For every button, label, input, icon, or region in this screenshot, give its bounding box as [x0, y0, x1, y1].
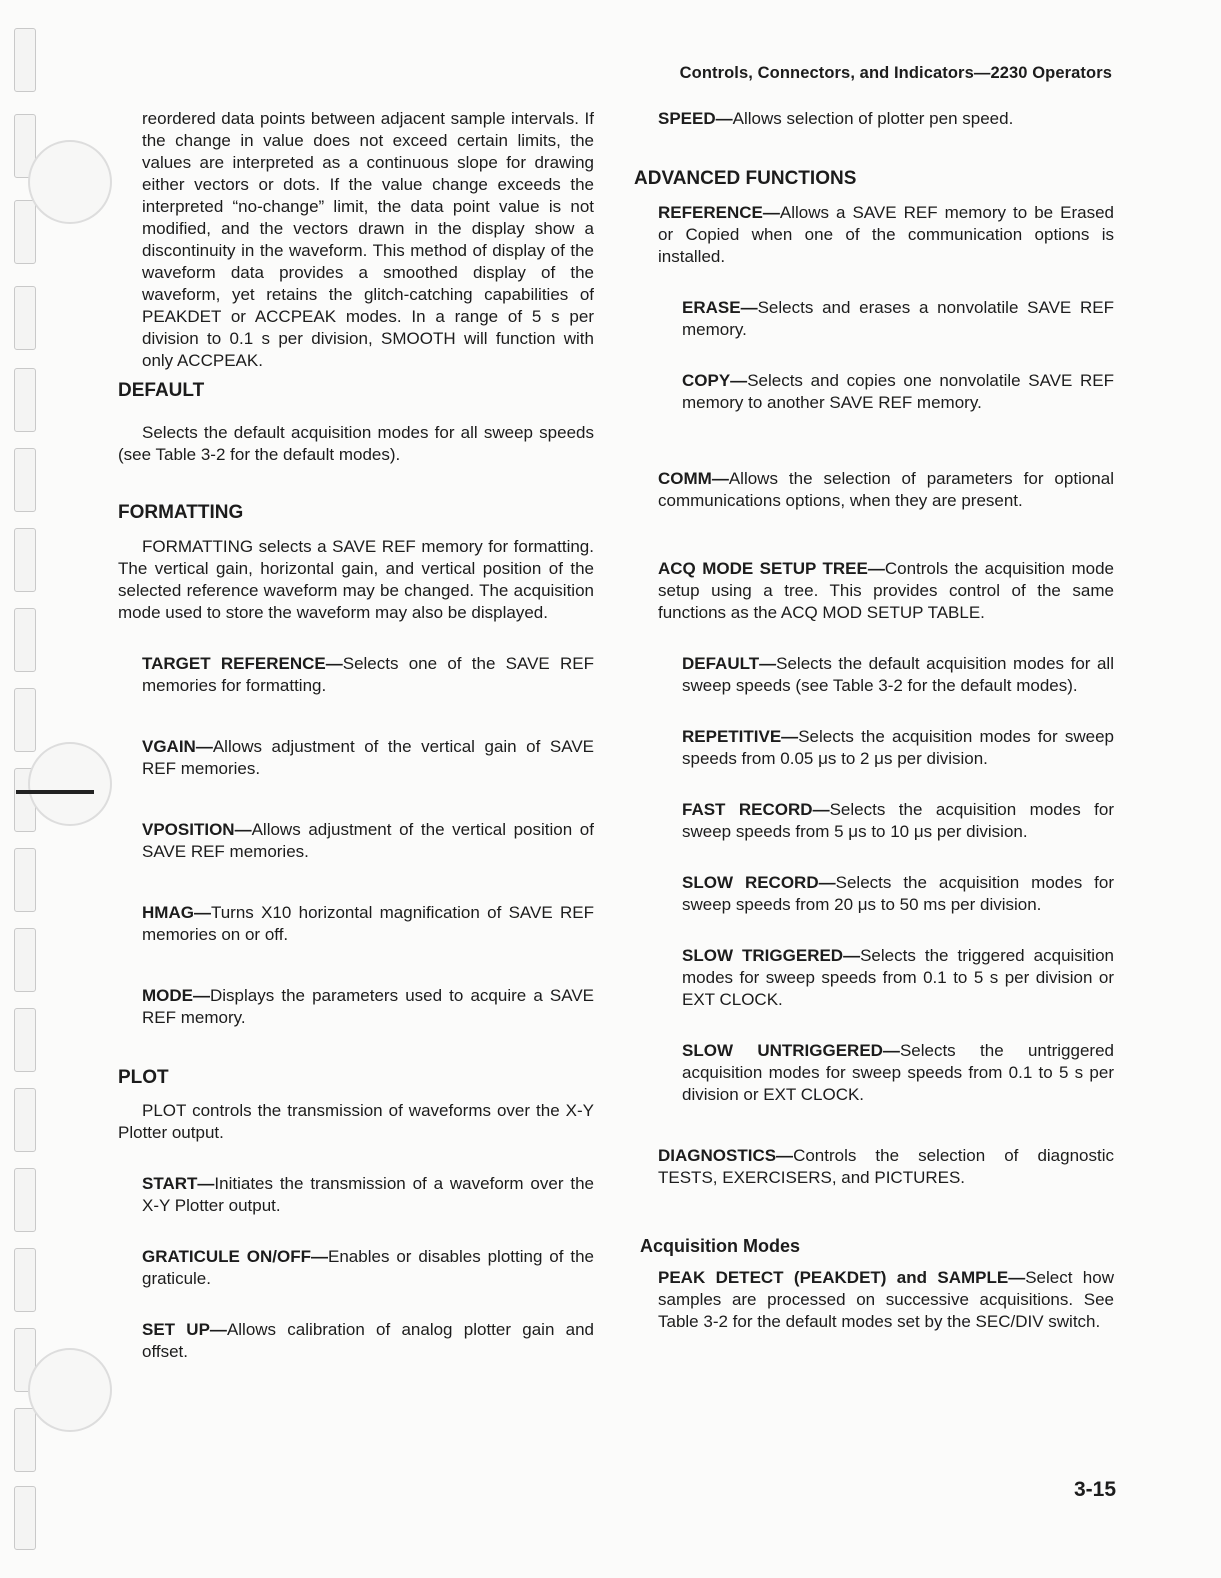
- definition: Allows adjustment of the vertical gain of SAVE REF memories.: [142, 737, 594, 778]
- binder-slot: [14, 1168, 36, 1232]
- definition: Selects the acquisition modes for sweep speeds from 20 μs to 50 ms per division.: [682, 873, 1115, 914]
- binder-slot: [14, 1408, 36, 1472]
- binder-slot: [14, 1088, 36, 1152]
- term: REFERENCE—: [658, 203, 780, 222]
- left-column: [118, 108, 594, 1363]
- term: START—: [142, 1174, 215, 1193]
- definition: Allows a SAVE REF memory to be Erased or Copied when one of the communication options is installed.: [658, 203, 1114, 266]
- definition: Controls the selection of diagnostic TESTS, EXERCISERS, and PICTURES.: [658, 1146, 1114, 1187]
- definition: Controls the acquisition mode setup using a tree. This provides control of the same functions as the ACQ MOD SETUP TABLE.: [658, 559, 1114, 622]
- running-head: Controls, Connectors, and Indicators—2230 Operators: [679, 64, 1112, 82]
- smooth-continuation: reordered data points between adjacent sample intervals. If the change in value does not exceed certain limits, the values are interpreted as a continuous slope for drawing either vectors or dots. If the value change exceeds the interpreted “no-change” limit, the data point value is not modified, and the vectors drawn in the display show a discontinuity in the waveform. This method of display of the waveform data provides a smoothed display of the waveform, yet retains the glitch-catching capabilities of PEAKDET or ACCPEAK modes. In a range of 5 s per division to 0.1 s per division, SMOOTH will function with only ACCPEAK.: [142, 109, 594, 370]
- punch-hole: [28, 1348, 112, 1432]
- item-set-up: [142, 1319, 594, 1363]
- binder-slot: [14, 200, 36, 264]
- term: TARGET REFERENCE—: [142, 654, 343, 673]
- punch-hole: [28, 140, 112, 224]
- term: ACQ MODE SETUP TREE—: [658, 559, 885, 578]
- item-comm: [658, 468, 1114, 512]
- item-vposition: [142, 819, 594, 863]
- binder-slot: [14, 1008, 36, 1072]
- binder-slot: [14, 448, 36, 512]
- plot-heading: PLOT: [118, 1067, 169, 1088]
- binder-slot: [14, 608, 36, 672]
- binder-slot: [14, 928, 36, 992]
- term: REPETITIVE—: [682, 727, 799, 746]
- term: COPY—: [682, 371, 748, 390]
- item-repetitive: [682, 726, 1114, 770]
- page-number: 3-15: [1074, 1478, 1117, 1501]
- term: FAST RECORD—: [682, 800, 830, 819]
- term: VPOSITION—: [142, 820, 252, 839]
- default-text: Selects the default acquisition modes for all sweep speeds (see Table 3-2 for the default modes).: [118, 423, 594, 464]
- term: SET UP—: [142, 1320, 227, 1339]
- binder-bar: [16, 790, 94, 794]
- definition: Initiates the transmission of a waveform over the X-Y Plotter output.: [142, 1174, 594, 1215]
- term: VGAIN—: [142, 737, 213, 756]
- default-heading: DEFAULT: [118, 380, 205, 401]
- item-graticule: [142, 1246, 594, 1290]
- item-mode: [142, 985, 594, 1029]
- term: SLOW RECORD—: [682, 873, 836, 892]
- item-target-reference: [142, 653, 594, 697]
- binder-slot: [14, 28, 36, 92]
- binder-slot: [14, 1486, 36, 1550]
- term: DEFAULT—: [682, 654, 777, 673]
- item-copy: [682, 370, 1114, 414]
- definition: Select how samples are processed on successive acquisitions. See Table 3-2 for the default modes set by the SEC/DIV switch.: [658, 1268, 1114, 1331]
- binder-slot: [14, 848, 36, 912]
- item-acq-mode-setup-tree: [658, 558, 1114, 624]
- term: MODE—: [142, 986, 210, 1005]
- item-acq-default: [682, 653, 1114, 697]
- item-hmag: [142, 902, 594, 946]
- item-start: [142, 1173, 594, 1217]
- term: HMAG—: [142, 903, 211, 922]
- plot-text: PLOT controls the transmission of waveforms over the X-Y Plotter output.: [118, 1101, 594, 1142]
- definition: Allows calibration of analog plotter gain and offset.: [142, 1320, 595, 1361]
- item-slow-record: [682, 872, 1114, 916]
- definition: Allows the selection of parameters for optional communications options, when they are present.: [658, 469, 1114, 510]
- definition: Displays the parameters used to acquire a SAVE REF memory.: [142, 986, 594, 1027]
- item-erase: [682, 297, 1114, 341]
- term: ERASE—: [682, 298, 758, 317]
- definition: Selects the default acquisition modes for all sweep speeds (see Table 3-2 for the default modes).: [682, 654, 1114, 695]
- term: GRATICULE ON/OFF—: [142, 1247, 329, 1266]
- item-diagnostics: [658, 1145, 1114, 1189]
- acquisition-modes-heading: Acquisition Modes: [640, 1236, 801, 1256]
- definition: Enables or disables plotting of the graticule.: [142, 1247, 595, 1288]
- formatting-heading: FORMATTING: [118, 502, 244, 523]
- binder-slot: [14, 688, 36, 752]
- term: SLOW UNTRIGGERED—: [682, 1041, 900, 1060]
- item-slow-untriggered: [682, 1040, 1114, 1106]
- definition: Selects and copies one nonvolatile SAVE REF memory to another SAVE REF memory.: [682, 371, 1114, 412]
- term: DIAGNOSTICS—: [658, 1146, 794, 1165]
- item-speed: [658, 108, 1114, 130]
- advanced-functions-heading: ADVANCED FUNCTIONS: [634, 168, 857, 189]
- definition: Allows adjustment of the vertical position of SAVE REF memories.: [142, 820, 594, 861]
- item-fast-record: [682, 799, 1114, 843]
- definition: Selects and erases a nonvolatile SAVE REF memory.: [682, 298, 1114, 339]
- punch-hole: [28, 742, 112, 826]
- definition: Selects the acquisition modes for sweep speeds from 5 μs to 10 μs per division.: [682, 800, 1114, 841]
- definition: Selects the untriggered acquisition modes for sweep speeds from 0.1 to 5 s per division or EXT CLOCK.: [682, 1041, 1114, 1104]
- term: COMM—: [658, 469, 729, 488]
- binder-slot: [14, 286, 36, 350]
- definition: Selects the acquisition modes for sweep speeds from 0.05 μs to 2 μs per division.: [682, 727, 1114, 768]
- definition: Turns X10 horizontal magnification of SAVE REF memories on or off.: [142, 903, 594, 944]
- item-slow-triggered: [682, 945, 1114, 1011]
- binder-slot: [14, 1248, 36, 1312]
- binder-slot: [14, 368, 36, 432]
- definition: Allows selection of plotter pen speed.: [732, 109, 1014, 128]
- item-peak-detect: [658, 1267, 1114, 1333]
- item-reference: [658, 202, 1114, 268]
- binder-slot: [14, 528, 36, 592]
- item-vgain: [142, 736, 594, 780]
- term: SPEED—: [658, 109, 733, 128]
- term: SLOW TRIGGERED—: [682, 946, 861, 965]
- definition: Selects one of the SAVE REF memories for formatting.: [142, 654, 594, 695]
- formatting-text: FORMATTING selects a SAVE REF memory for formatting. The vertical gain, horizontal gain, and vertical position of the selected reference waveform may be changed. The acquisition mode used to store the waveform may also be displayed.: [118, 537, 594, 622]
- right-column: [634, 108, 1114, 1333]
- definition: Selects the triggered acquisition modes for sweep speeds from 0.1 to 5 s per division or EXT CLOCK.: [682, 946, 1114, 1009]
- term: PEAK DETECT (PEAKDET) and SAMPLE—: [658, 1268, 1026, 1287]
